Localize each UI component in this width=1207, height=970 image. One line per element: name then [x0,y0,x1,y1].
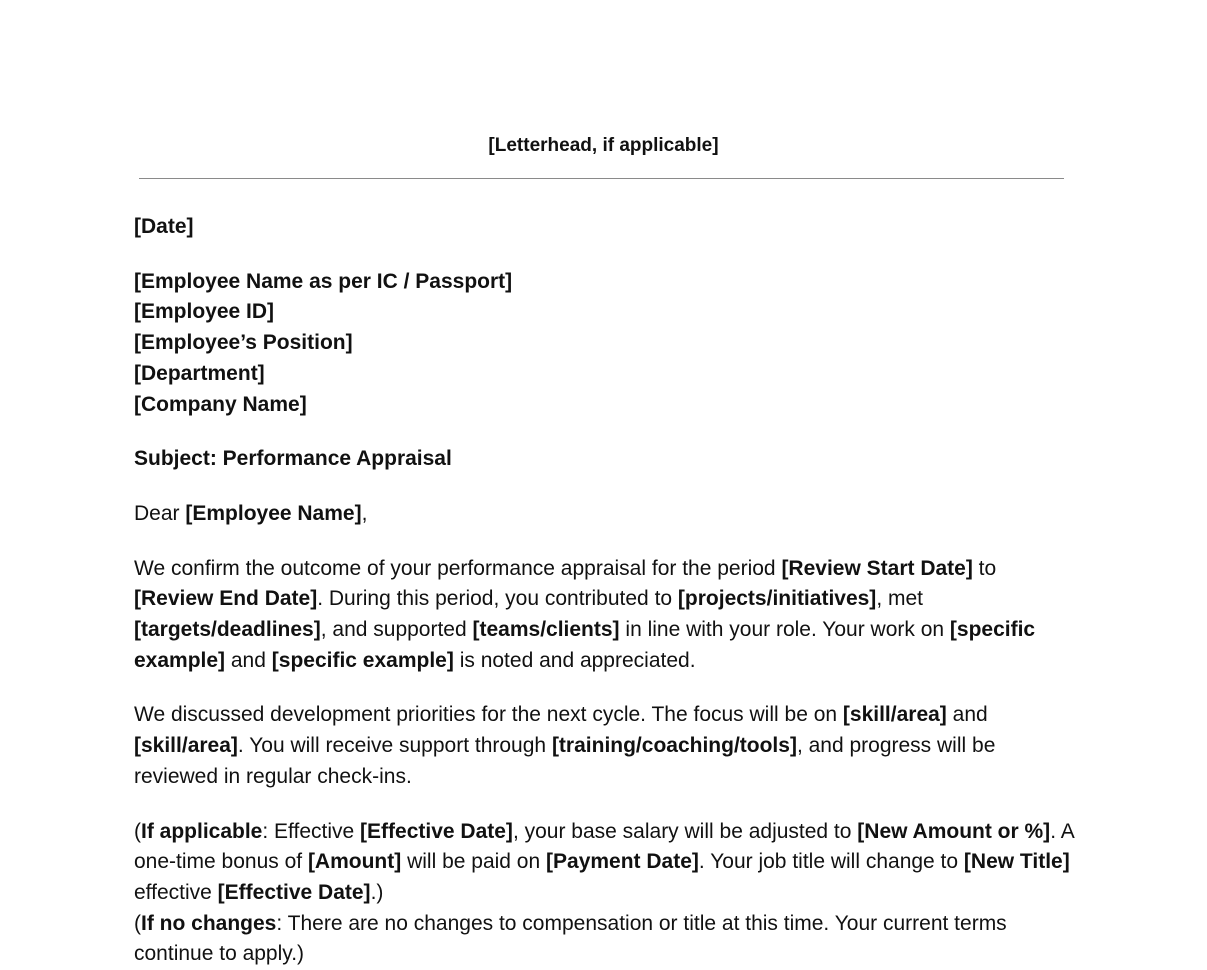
p3-payment-date: [Payment Date] [546,850,699,874]
p3-text: . Your job title will change to [698,850,964,874]
recipient-id [134,297,1074,328]
p2-support: [training/coaching/tools] [551,734,797,758]
recipient-name [134,267,1074,298]
letterhead: [Letterhead, if applicable] [488,135,719,156]
salutation [134,499,1074,530]
date [134,212,1074,243]
p1-example-2: [specific example] [271,648,454,672]
salutation-name: [Employee Name] [185,501,362,525]
p1-review-end: [Review End Date] [134,587,318,611]
p2-text: , and progress will be reviewed in regular check-ins. [134,734,996,788]
p4-text: ( [134,911,141,935]
p2-text: We discussed development priorities for the next cycle. The focus will be on [134,703,843,727]
recipient-department [134,359,1074,390]
recipient-position-text: [Employee’s Position] [134,331,353,355]
salutation-suffix: , [361,501,368,525]
paragraph-development [134,700,1074,792]
subject-line [134,444,1074,475]
p3-text: , your base salary will be adjusted to [512,819,858,843]
p1-text: , and supported [320,618,473,642]
paragraph-if-applicable [134,817,1074,909]
p1-text: in line with your role. Your work on [619,618,950,642]
p3-effective-date: [Effective Date] [360,819,513,843]
p3-text: effective [134,880,218,904]
recipient-id-text: [Employee ID] [134,300,275,324]
p1-text: is noted and appreciated. [453,648,696,672]
p1-example-1: [specific example] [134,618,1036,672]
p1-targets: [targets/deadlines] [134,618,321,642]
p2-skill-2: [skill/area] [134,734,238,758]
recipient-block [134,267,1074,421]
p4-text: : There are no changes to compensation or title at this time. Your current terms continue to apply.) [134,911,1007,966]
p1-text: and [225,648,272,672]
recipient-position [134,328,1074,359]
p2-text: . You will receive support through [237,734,552,758]
p3-if-applicable: If applicable [141,819,263,843]
p3-text: ( [134,819,141,843]
recipient-company-text: [Company Name] [134,392,307,416]
recipient-company [134,390,1074,421]
paragraph-if-no-changes [134,909,1074,970]
p3-new-amount: [New Amount or %] [857,819,1051,843]
salutation-prefix: Dear [134,501,186,525]
p3-text: : Effective [262,819,361,843]
p1-text: , met [876,587,923,611]
letterhead-divider [139,178,1064,179]
p1-projects: [projects/initiatives] [677,587,877,611]
recipient-name-text: [Employee Name as per IC / Passport] [134,269,513,293]
p3-amount: [Amount] [307,850,402,874]
recipient-department-text: [Department] [134,361,265,385]
p1-text: to [972,556,997,580]
p3-text: . A one-time bonus of [134,819,1074,874]
letter-body [134,212,1074,970]
p3-new-title: [New Title] [963,850,1070,874]
paragraph-appraisal-outcome [134,554,1074,677]
p1-text: We confirm the outcome of your performance appraisal for the period [134,556,782,580]
p3-text: will be paid on [401,850,547,874]
p2-skill-1: [skill/area] [842,703,947,727]
p2-text: and [946,703,988,727]
p1-text: . During this period, you contributed to [317,587,678,611]
p4-if-no-changes: If no changes [141,911,277,935]
p1-teams: [teams/clients] [472,618,620,642]
subject-text: Subject: Performance Appraisal [134,447,452,471]
p1-review-start: [Review Start Date] [781,556,973,580]
date-text: [Date] [134,215,194,238]
p3-effective-date-2: [Effective Date] [217,880,371,904]
p3-text: .) [370,880,384,904]
